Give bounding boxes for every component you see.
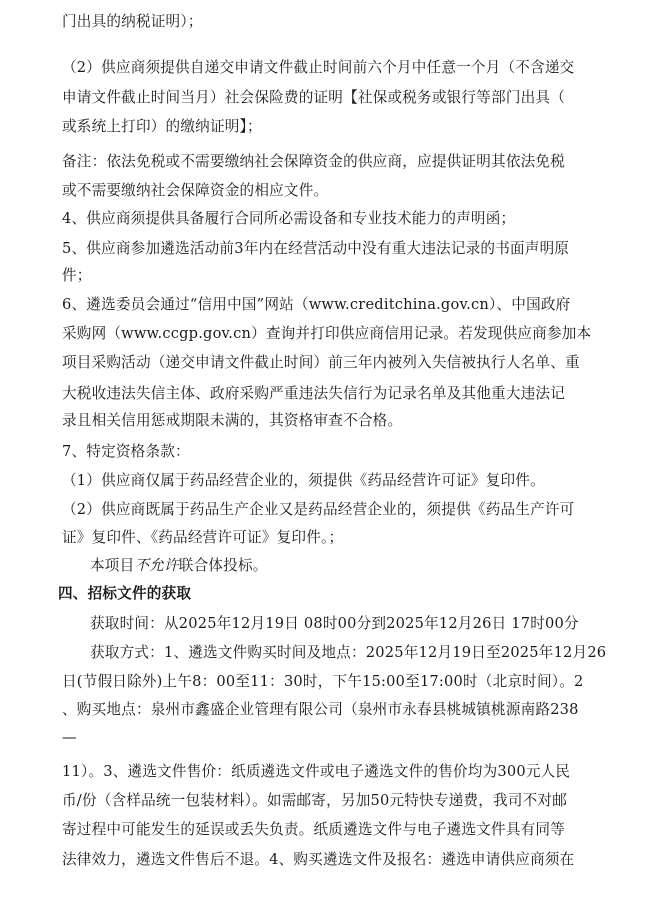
italic-emphasis: 不允许 [134, 557, 179, 574]
text-line: 项目采购活动（递交申请文件截止时间）前三年内被列入失信被执行人名单、重 [62, 354, 580, 371]
text-line: 5、供应商参加遴选活动前3年内在经营活动中没有重大违法记录的书面声明原 [62, 240, 570, 257]
text-line: 门出具的纳税证明）； [62, 13, 203, 30]
text-line: 日(节假日除外)上午8：00至11：30时，下午15:00至17:00时（北京时间）。2 [62, 673, 584, 690]
text-line: 申请文件截止时间当月）社会保险费的证明【社保或税务或银行等部门出具（ [62, 89, 565, 106]
text-line: 大税收违法失信主体、政府采购严重违法失信行为记录名单及其他重大违法记 [62, 385, 565, 402]
text-line: 7、特定资格条款： [62, 443, 190, 460]
text-line: 或不需要缴纳社会保障资金的相应文件。 [62, 182, 329, 199]
section-heading: 四、招标文件的获取 [58, 585, 192, 602]
text-line: 件； [62, 267, 92, 284]
text-line [90, 556, 268, 576]
text-line: 或系统上打印）的缴纳证明】； [62, 118, 262, 135]
text-line: — [62, 729, 77, 746]
text-line: 证》复印件、《药品经营许可证》复印件。； [62, 529, 344, 546]
text-line: 采购网（www.ccgp.gov.cn）查询并打印供应商信用记录。若发现供应商参加本 [62, 325, 592, 342]
text-line: 录且相关信用惩戒期限未满的，其资格审查不合格。 [62, 412, 403, 429]
text-line: 、购买地点：泉州市鑫盛企业管理有限公司（泉州市永春县桃城镇桃源南路238 [62, 701, 579, 718]
text-line: 4、供应商须提供具备履行合同所必需设备和专业技术能力的声明函； [62, 210, 516, 227]
text-line: 备注：依法免税或不需要缴纳社会保障资金的供应商，应提供证明其依法免税 [62, 153, 565, 170]
text-line: 币/份（含样品统一包装材料）。如需邮寄，另加50元特快专递费，我司不对邮 [62, 792, 567, 809]
text-line: （1）供应商仅属于药品经营企业的，须提供《药品经营许可证》复印件。 [62, 472, 545, 489]
text-line: 获取时间：从2025年12月19日 08时00分到2025年12月26日 17时00分 [90, 615, 579, 632]
line-segment: 本项目 [90, 557, 135, 574]
line-segment: 联合体投标。 [178, 557, 268, 574]
text-line: 11）。3、遴选文件售价：纸质遴选文件或电子遴选文件的售价均为300元人民 [62, 763, 571, 780]
text-line: 寄过程中可能发生的延误或丢失负责。纸质遴选文件与电子遴选文件具有同等 [62, 821, 565, 838]
text-line: 6、遴选委员会通过“信用中国”网站（www.creditchina.gov.cn）、中国政府 [62, 296, 571, 313]
text-line: 获取方式：1、遴选文件购买时间及地点：2025年12月19日至2025年12月26 [90, 644, 607, 661]
text-line: 法律效力，遴选文件售后不退。4、购买遴选文件及报名：遴选申请供应商须在 [62, 851, 575, 868]
text-line: （2）供应商既属于药品生产企业又是药品经营企业的，须提供《药品生产许可 [62, 501, 575, 518]
text-line: （2）供应商须提供自递交申请文件截止时间前六个月中任意一个月（不含递交 [62, 59, 575, 76]
